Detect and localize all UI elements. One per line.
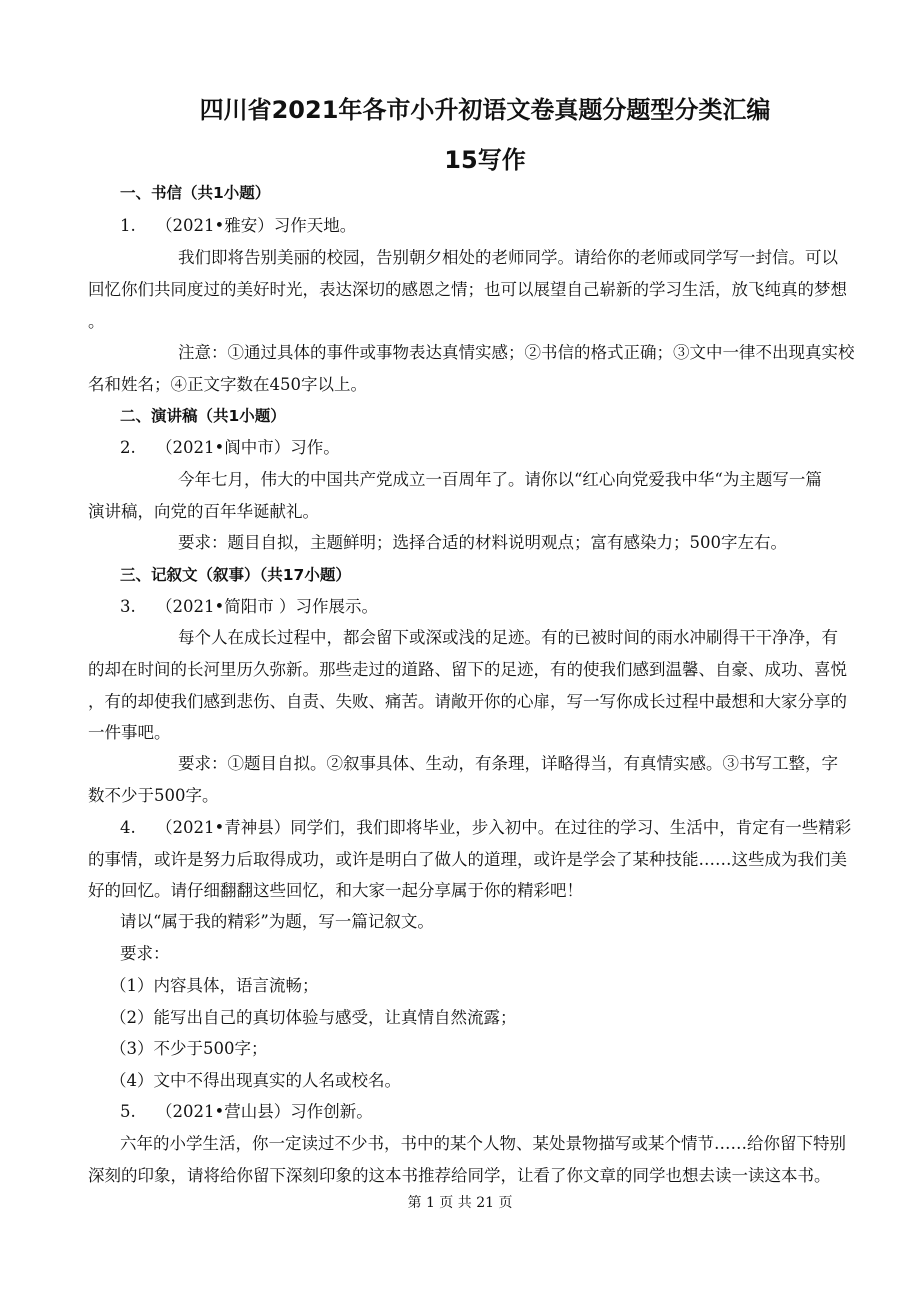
question-source: （2021•营山县）习作创新。 [156,1102,373,1121]
paragraph-line: 今年七月，伟大的中国共产党成立一百周年了。请你以“红心向党爱我中华“为主题写一篇 [178,470,822,489]
section-heading: 二、演讲稿（共1小题） [120,407,286,425]
question-number: 3. [120,597,136,616]
question-number: 5. [120,1102,136,1121]
question-source: （2021•简阳市 ）习作展示。 [156,597,378,616]
paragraph-line: 注意：①通过具体的事件或事物表达真情实感；②书信的格式正确；③文中一律不出现真实校 [178,343,855,362]
document-title: 四川省2021年各市小升初语文卷真题分题型分类汇编 [199,96,771,124]
paragraph-line: 我们即将告别美丽的校园，告别朝夕相处的老师同学。请给你的老师或同学写一封信。可以 [178,248,838,267]
paragraph-line: 演讲稿，向党的百年华诞献礼。 [88,502,319,521]
question-5-header [120,1101,373,1123]
question-3-header [120,596,378,618]
question-1-header [120,215,356,237]
paragraph-line: 每个人在成长过程中，都会留下或深或浅的足迹。有的已被时间的雨水冲刷得干干净净，有 [178,628,838,647]
question-2-header [120,437,340,459]
question-source: （2021•阆中市）习作。 [156,438,340,457]
section-heading: 一、书信（共1小题） [120,184,271,202]
paragraph-line: 要求：题目自拟，主题鲜明；选择合适的材料说明观点；富有感染力；500字左右。 [178,533,787,552]
question-number: 1. [120,216,136,235]
requirement-item: （4）文中不得出现真实的人名或校名。 [110,1071,401,1090]
requirements-label: 要求： [120,944,170,963]
page-footer: 第 1 页 共 21 页 [407,1195,513,1211]
essay-prompt: 请以“属于我的精彩”为题，写一篇记叙文。 [120,912,434,931]
question-4-header [120,817,851,839]
paragraph-line: 回忆你们共同度过的美好时光，表达深切的感恩之情；也可以展望自己崭新的学习生活，放飞纯真的梦想 [88,280,847,299]
paragraph-line: ，有的却使我们感到悲伤、自责、失败、痛苦。请敞开你的心扉，写一写你成长过程中最想和大家分享的 [88,692,847,711]
paragraph-line: 一件事吧。 [88,723,171,742]
requirement-item: （3）不少于500字； [110,1039,268,1058]
paragraph-line: 。 [88,312,105,331]
paragraph-line: 深刻的印象，请将给你留下深刻印象的这本书推荐给同学，让看了你文章的同学也想去读一读这本书。 [88,1166,831,1185]
paragraph-line: 的却在时间的长河里历久弥新。那些走过的道路、留下的足迹，有的使我们感到温馨、自豪、成功、喜悦 [88,660,847,679]
question-number: 4. [120,818,136,837]
paragraph-line: 数不少于500字。 [88,786,219,805]
paragraph-line: 六年的小学生活，你一定读过不少书，书中的某个人物、某处景物描写或某个情节……给你留下特别 [120,1134,846,1153]
requirement-item: （1）内容具体，语言流畅； [110,976,319,995]
question-source: （2021•青神县）同学们，我们即将毕业，步入初中。在过往的学习、生活中，肯定有一些精彩 [156,818,852,837]
requirement-item: （2）能写出自己的真切体验与感受，让真情自然流露； [110,1008,517,1027]
paragraph-line: 的事情，或许是努力后取得成功，或许是明白了做人的道理，或许是学会了某种技能……这些成为我们美 [88,850,847,869]
document-subtitle: 15写作 [444,146,526,174]
question-number: 2. [120,438,136,457]
question-source: （2021•雅安）习作天地。 [156,216,357,235]
paragraph-line: 好的回忆。请仔细翻翻这些回忆，和大家一起分享属于你的精彩吧！ [88,881,583,900]
section-heading: 三、记叙文（叙事）（共17小题） [120,566,351,584]
paragraph-line: 要求：①题目自拟。②叙事具体、生动，有条理，详略得当，有真情实感。③书写工整，字 [178,754,838,773]
paragraph-line: 名和姓名；④正文字数在450字以上。 [88,375,367,394]
